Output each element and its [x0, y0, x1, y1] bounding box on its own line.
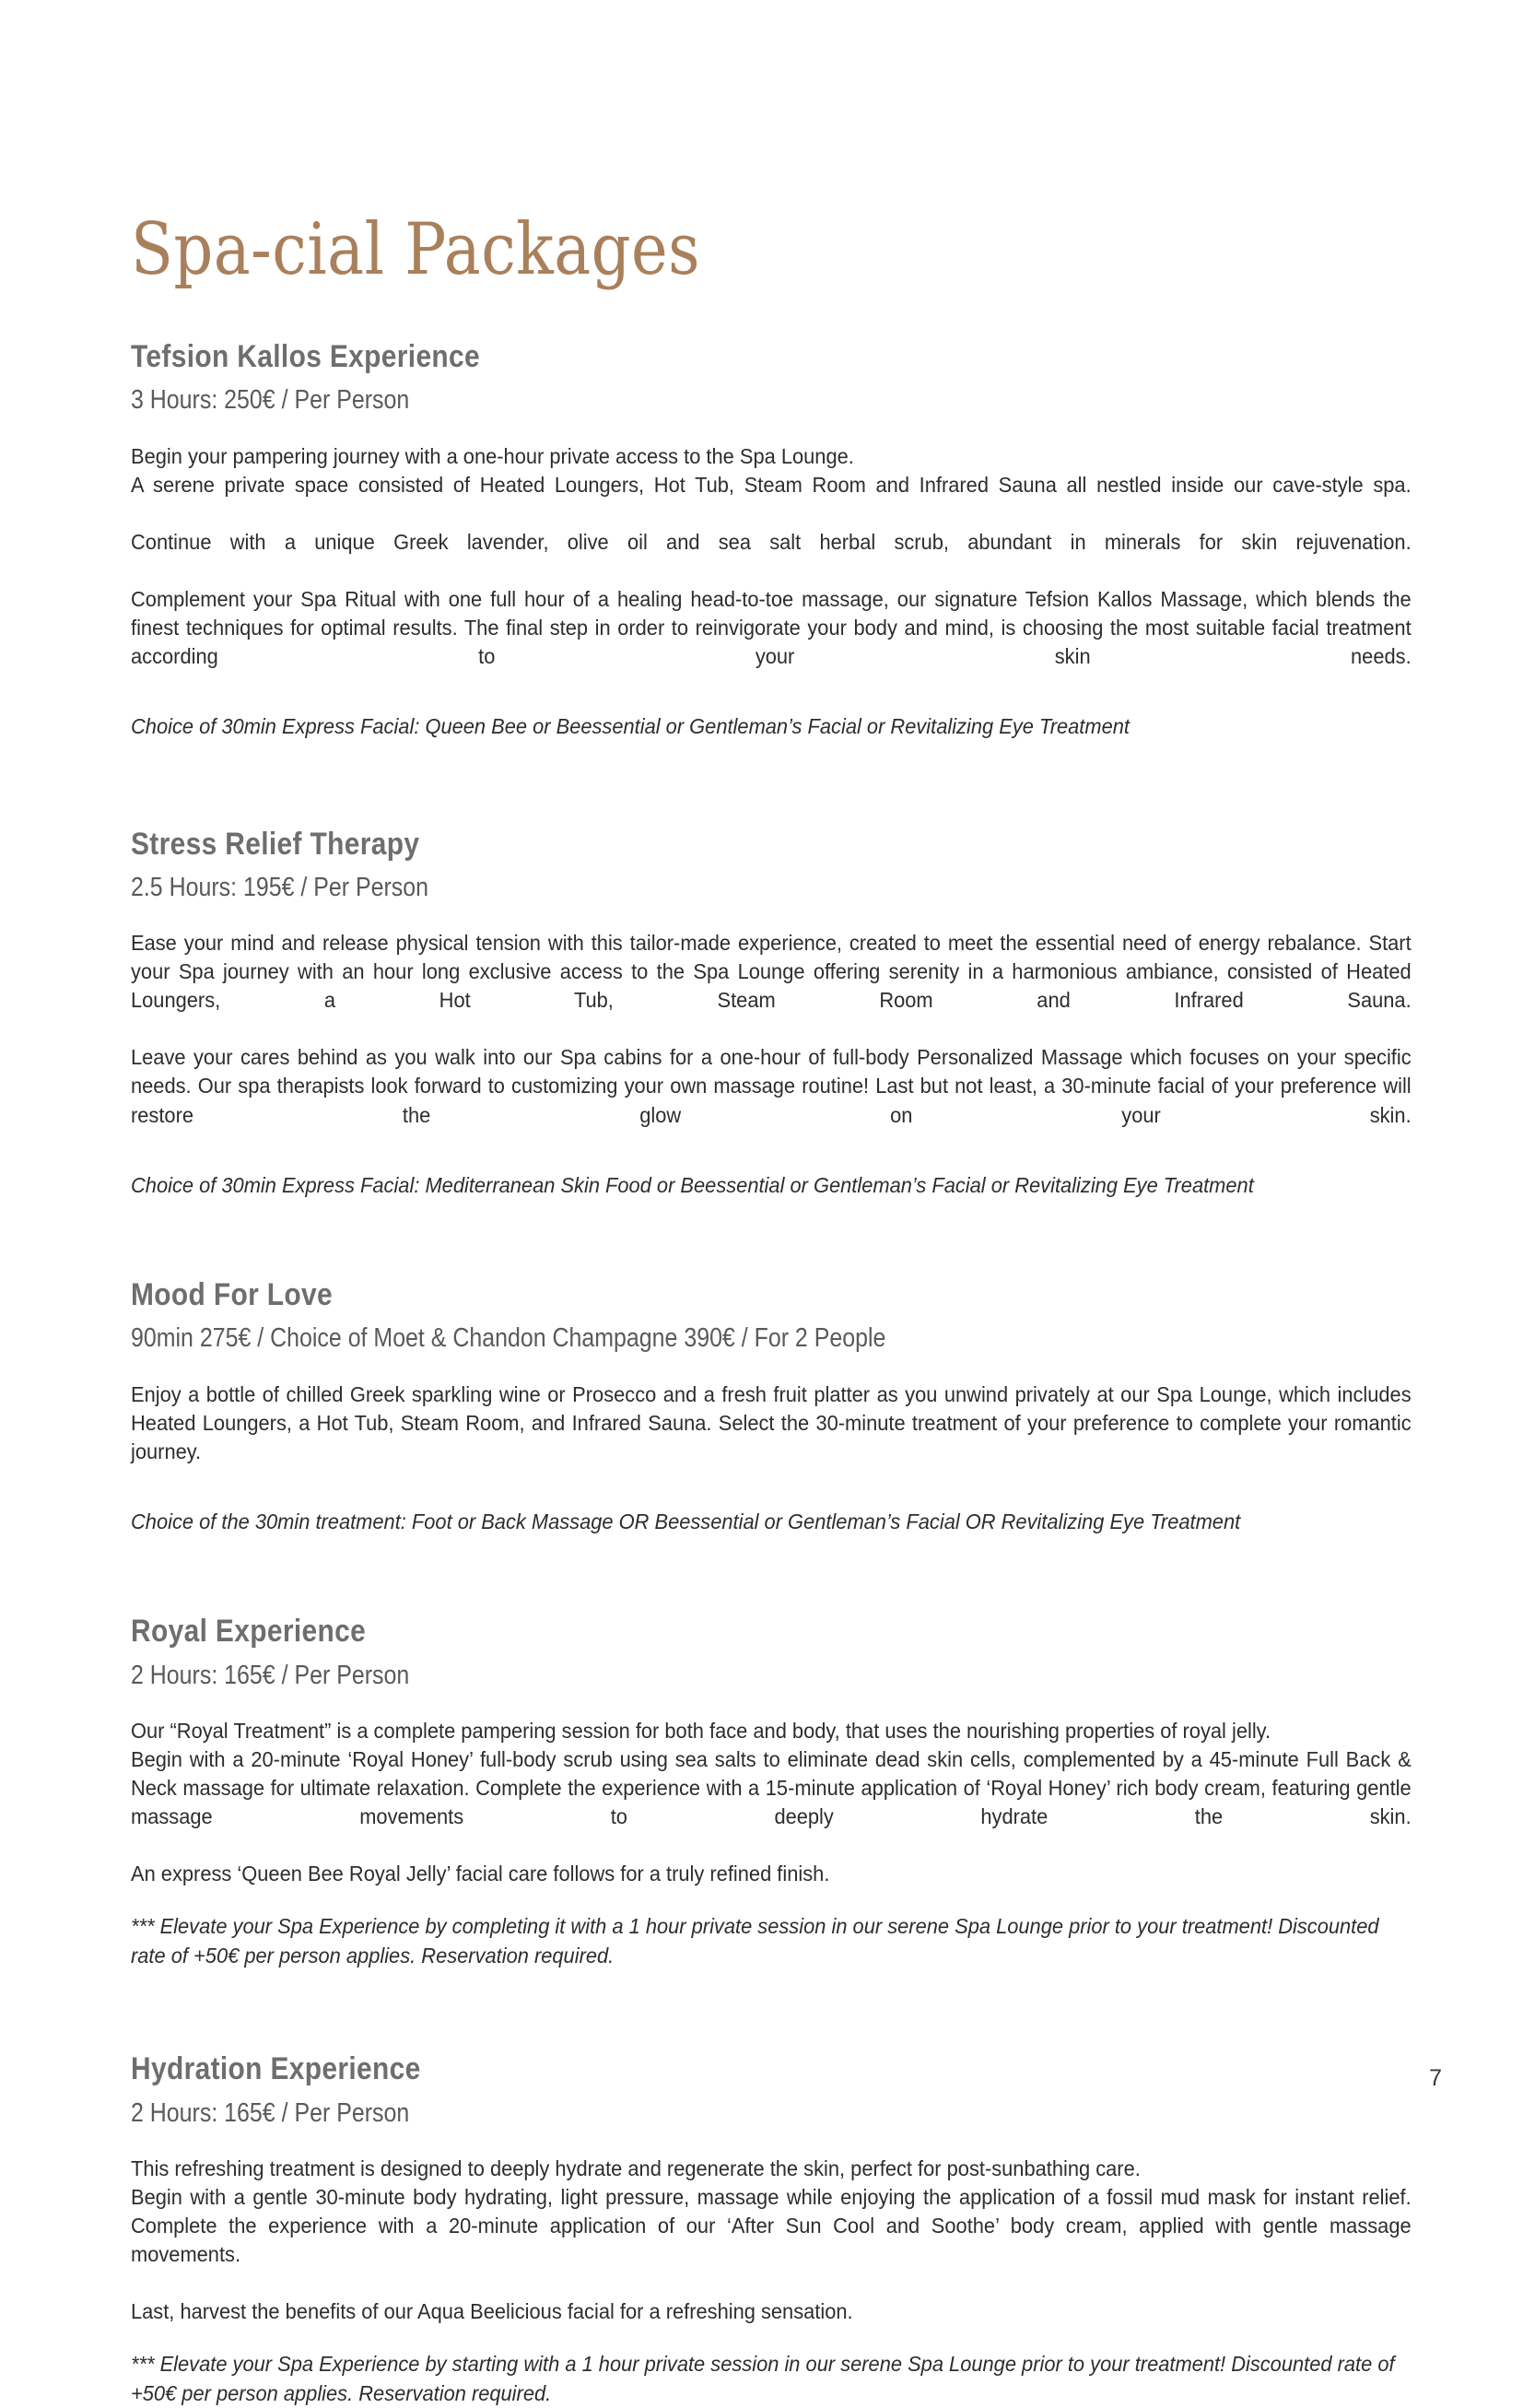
description-line: Begin with a gentle 30-minute body hydrating, light pressure, massage while enjoying the application of a fossil mud mask for instant relief. Complete the experience with a 20-minute application of our ‘After Sun Cool and Soothe’ body cream, applied with gentle massage movements. [131, 2185, 1412, 2267]
package-note [131, 2350, 1412, 2408]
package-note [131, 712, 1412, 741]
package-note [131, 1912, 1412, 1970]
package-price: 2 Hours: 165€ / Per Person [131, 2097, 410, 2128]
page-title: Spa-cial Packages [131, 208, 701, 291]
description-line: An express ‘Queen Bee Royal Jelly’ facial care follows for a truly refined finish. [131, 1862, 830, 1886]
package-description [131, 442, 1412, 699]
note-line: Choice of the 30min treatment: Foot or Back Massage OR Beessential or Gentleman’s Facial OR Revitalizing Eye Treatment [131, 1509, 1241, 1533]
package-price: 2 Hours: 165€ / Per Person [131, 1660, 410, 1690]
package-description [131, 1380, 1412, 1495]
package-note [131, 1508, 1412, 1536]
description-line: Begin your pampering journey with a one-hour private access to the Spa Lounge. [131, 443, 854, 468]
package-description [131, 2155, 1412, 2326]
note-line: *** Elevate your Spa Experience by completing it with a 1 hour private session in our serene Spa Lounge prior to your treatment! Discounted rate of +50€ per person applies. Reservation required. [131, 1914, 1379, 1968]
package-price: 3 Hours: 250€ / Per Person [131, 385, 410, 416]
description-line: Leave your cares behind as you walk into our Spa cabins for a one-hour of full-body Personalized Massage which focuses on your specific needs. Our spa therapists look forward to customizing your own massage routine! Last but not least, a 30-minute facial of your preference will restore the glow on your skin. [131, 1045, 1412, 1127]
package-title: Royal Experience [131, 1614, 367, 1650]
package-title: Stress Relief Therapy [131, 826, 420, 862]
package-section-hydration-experience [131, 2051, 1412, 2408]
package-section-stress-relief-therapy [131, 827, 1412, 1201]
description-line: Continue with a unique Greek lavender, olive oil and sea salt herbal scrub, abundant in minerals for skin rejuvenation. [131, 529, 1412, 554]
package-title: Hydration Experience [131, 2051, 421, 2087]
description-line: Ease your mind and release physical tension with this tailor-made experience, created to meet the essential need of energy rebalance. Start your Spa journey with an hour long exclusive access to the Spa Lounge offering serenity in a harmonious ambiance, consisted of Heated Loungers, a Hot Tub, Steam Room and Infrared Sauna. [131, 931, 1412, 1013]
description-line: Enjoy a bottle of chilled Greek sparkling wine or Prosecco and a fresh fruit platter as you unwind privately at our Spa Lounge, which includes Heated Loungers, a Hot Tub, Steam Room, and Infrared Sauna. Select the 30-minute treatment of your preference to complete your romantic journey. [131, 1381, 1412, 1463]
package-description [131, 1717, 1412, 1888]
package-section-tefsion-kallos-experience [131, 339, 1412, 742]
description-line: Begin with a 20-minute ‘Royal Honey’ full-body scrub using sea salts to eliminate dead skin cells, complemented by a 45-minute Full Back & Neck massage for ultimate relaxation. Complete the experience with a 15-minute application of ‘Royal Honey’ rich body cream, featuring gentle massage movements to deeply hydrate the skin. [131, 1747, 1412, 1829]
package-description [131, 929, 1412, 1157]
note-line: Choice of 30min Express Facial: Queen Bee or Beessential or Gentleman’s Facial or Revitalizing Eye Treatment [131, 714, 1130, 739]
package-title: Mood For Love [131, 1277, 333, 1313]
note-line: *** Elevate your Spa Experience by starting with a 1 hour private session in our serene Spa Lounge prior to your treatment! Discounted rate of +50€ per person applies. Reservation required. [131, 2352, 1395, 2405]
description-line: Last, harvest the benefits of our Aqua Beelicious facial for a refreshing sensation. [131, 2299, 853, 2324]
page-number: 7 [1429, 2065, 1442, 2091]
page-content [131, 0, 1412, 2408]
package-price: 90min 275€ / Choice of Moet & Chandon Champagne 390€ / For 2 People [131, 1323, 886, 1354]
package-note [131, 1171, 1412, 1200]
description-line: Our “Royal Treatment” is a complete pampering session for both face and body, that uses the nourishing properties of royal jelly. [131, 1719, 1271, 1744]
package-title: Tefsion Kallos Experience [131, 339, 481, 374]
description-line: A serene private space consisted of Heated Loungers, Hot Tub, Steam Room and Infrared Sauna all nestled inside our cave-style spa. [131, 472, 1412, 497]
description-line: This refreshing treatment is designed to deeply hydrate and regenerate the skin, perfect for post-sunbathing care. [131, 2156, 1141, 2181]
note-line: Choice of 30min Express Facial: Mediterranean Skin Food or Beessential or Gentleman’s Facial or Revitalizing Eye Treatment [131, 1172, 1254, 1197]
package-price: 2.5 Hours: 195€ / Per Person [131, 872, 429, 902]
description-line: Complement your Spa Ritual with one full hour of a healing head-to-toe massage, our signature Tefsion Kallos Massage, which blends the finest techniques for optimal results. The final step in order to reinvigorate your body and mind, is choosing the most suitable facial treatment according to your skin needs. [131, 586, 1412, 668]
package-section-mood-for-love [131, 1277, 1412, 1536]
package-section-royal-experience [131, 1614, 1412, 1970]
